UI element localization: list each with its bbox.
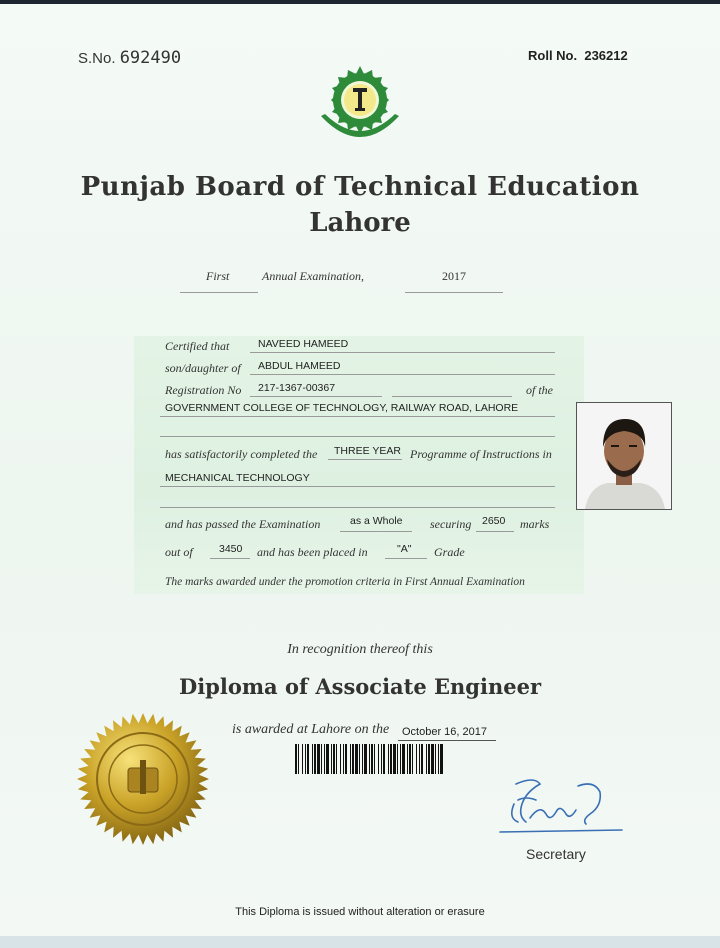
student-name: NAVEED HAMEED — [258, 338, 349, 350]
roll-label: Roll No. — [528, 48, 578, 63]
discipline-name: MECHANICAL TECHNOLOGY — [165, 472, 310, 484]
exam-label: Annual Examination, — [262, 269, 364, 283]
gold-seal-icon — [76, 712, 210, 846]
passed-label: and has passed the Examination — [165, 517, 321, 531]
completed-label: has satisfactorily completed the — [165, 447, 318, 461]
criteria-note: The marks awarded under the promotion criteria in First Annual Examination — [165, 576, 525, 588]
award-date: October 16, 2017 — [402, 726, 488, 738]
bottom-strip — [0, 936, 720, 948]
serial-value: 692490 — [119, 48, 182, 68]
board-city: Lahore — [309, 208, 411, 238]
securing-label: securing — [430, 517, 472, 531]
board-title: Punjab Board of Technical Education — [80, 172, 640, 202]
footer-note: This Diploma is issued without alteration or erasure — [235, 906, 485, 918]
parent-label: son/daughter of — [165, 361, 241, 375]
diploma-title: Diploma of Associate Engineer — [178, 674, 542, 699]
barcode-icon — [295, 744, 447, 774]
programme-duration: THREE YEAR — [334, 445, 401, 457]
serial-label: S.No. — [78, 50, 116, 67]
signature-icon — [496, 774, 626, 844]
of-the-label: of the — [526, 383, 553, 397]
roll-value: 236212 — [584, 48, 628, 63]
parent-name: ABDUL HAMEED — [258, 360, 341, 372]
recognition-text: In recognition thereof this — [287, 642, 433, 657]
out-of-label: out of — [165, 545, 193, 559]
student-portrait-icon — [577, 403, 671, 509]
marks-obtained: 2650 — [482, 515, 506, 527]
passed-scope: as a Whole — [350, 515, 403, 527]
serial-number — [78, 48, 181, 68]
registration-number: 217-1367-00367 — [258, 382, 336, 394]
placed-label: and has been placed in — [257, 545, 368, 559]
grade-label: Grade — [434, 545, 465, 559]
exam-term: First — [206, 269, 230, 283]
institution-name: GOVERNMENT COLLEGE OF TECHNOLOGY, RAILWAY ROAD, LAHORE — [165, 402, 519, 414]
diploma-certificate — [0, 4, 720, 936]
secretary-title: Secretary — [526, 846, 586, 862]
registration-label: Registration No — [165, 383, 242, 397]
exam-year: 2017 — [442, 269, 466, 283]
student-photo — [576, 402, 672, 510]
grade-value: "A" — [397, 543, 412, 555]
programme-label: Programme of Instructions in — [410, 447, 552, 461]
awarded-label: is awarded at Lahore on the — [232, 722, 390, 737]
roll-number — [528, 48, 628, 63]
board-logo-icon — [315, 62, 405, 148]
marks-label: marks — [520, 517, 550, 531]
marks-total: 3450 — [219, 543, 243, 555]
certified-label: Certified that — [165, 339, 230, 353]
